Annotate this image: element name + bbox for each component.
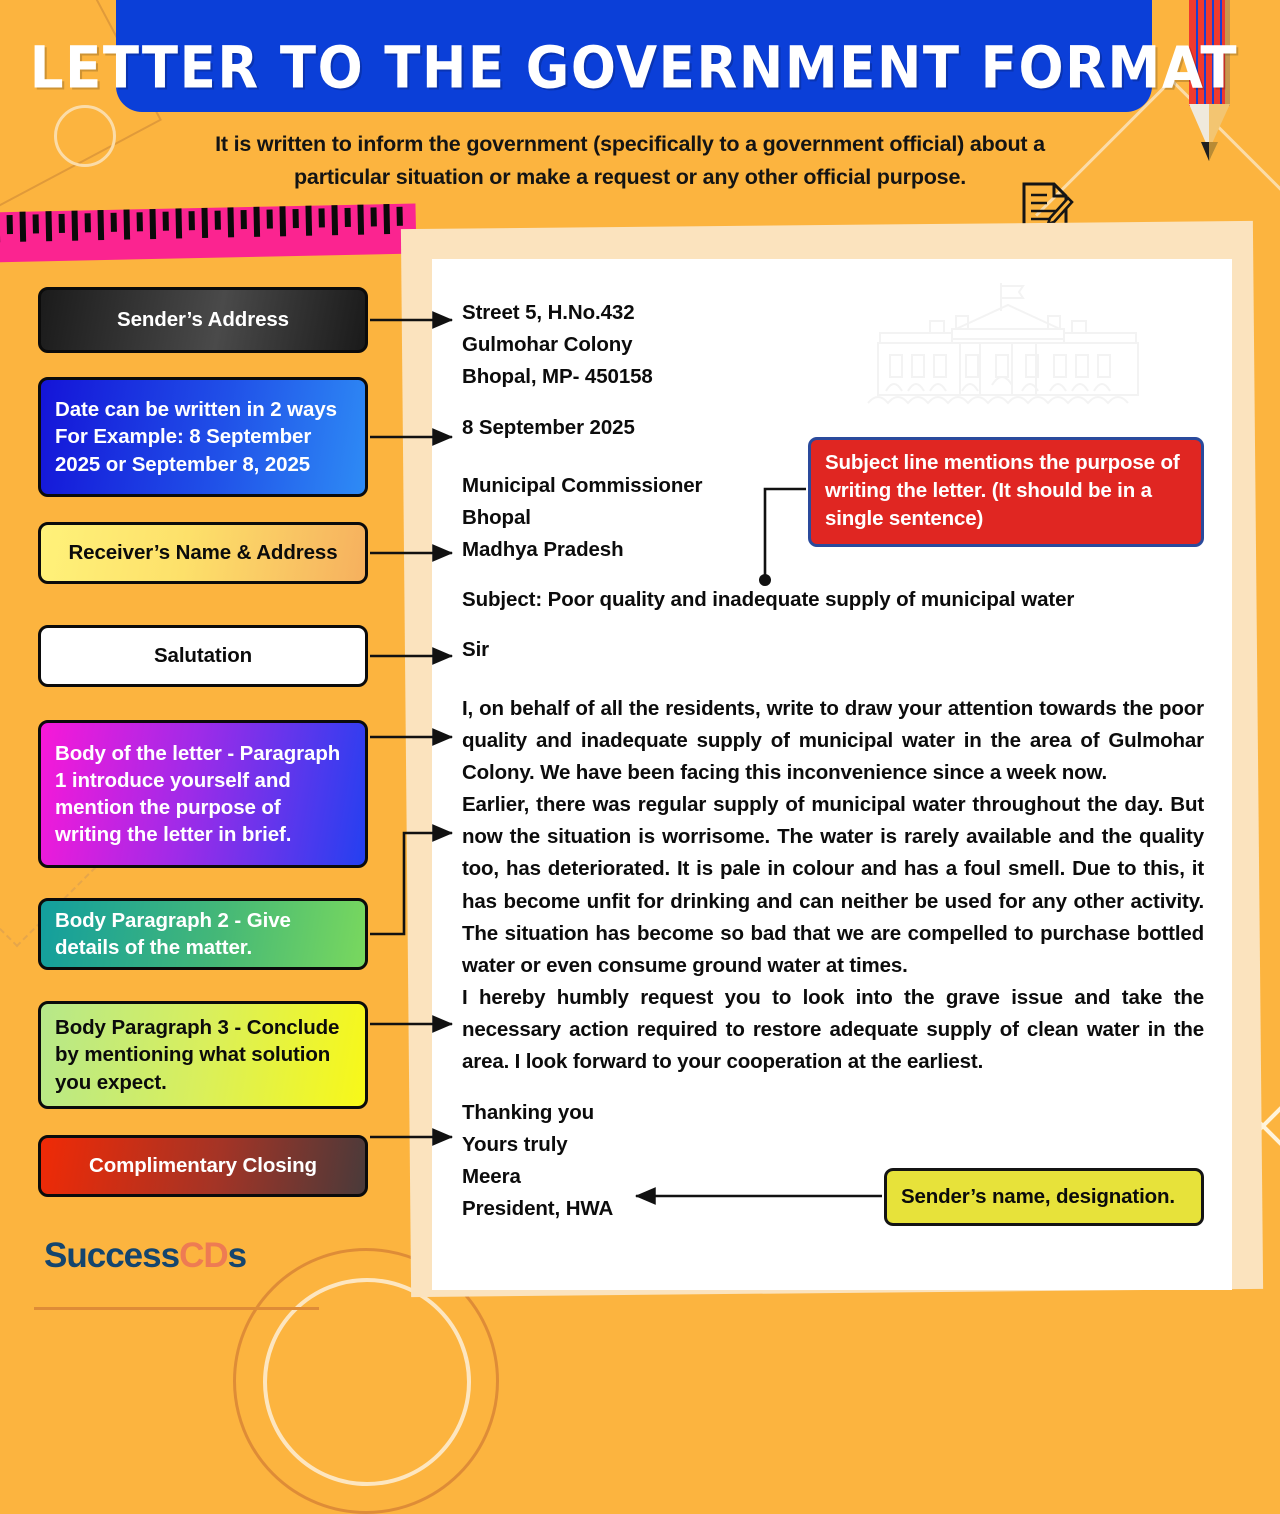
ruler-tick: [371, 207, 377, 226]
successcds-logo[interactable]: [44, 1236, 246, 1276]
ruler-tick: [305, 206, 312, 236]
ruler-tick: [123, 209, 130, 239]
ruler-tick: [241, 210, 247, 229]
ruler-tick: [137, 212, 143, 231]
callout-sender-name[interactable]: [884, 1168, 1204, 1226]
ruler-tick: [253, 207, 260, 237]
callout-subject-line[interactable]: [808, 437, 1204, 547]
sidebar-item-label: Body Paragraph 3 - Conclude by mentioning what solution you expect.: [55, 1014, 351, 1095]
ruler-tick: [383, 204, 390, 234]
receiver-line-1: Municipal Commissioner: [462, 470, 1204, 502]
letter-paragraph-3: I hereby humbly request you to look into the grave issue and take the necessary action required to restore adequate supply of clean water in the area. I look forward to your cooperation at the earliest.: [462, 982, 1204, 1079]
sidebar-item-label: Complimentary Closing: [89, 1152, 317, 1179]
closing-line-3: Meera: [462, 1161, 1204, 1193]
ruler-tick: [72, 211, 79, 241]
ruler-tick: [149, 209, 156, 239]
sender-address-line-3: Bhopal, MP- 450158: [462, 361, 1204, 393]
sidebar-item-date[interactable]: [38, 377, 368, 497]
sidebar-item-label: Receiver’s Name & Address: [68, 539, 337, 566]
sidebar-item-label: Date can be written in 2 ways For Example: 8 September 2025 or September 8, 2025: [55, 396, 351, 477]
sender-address-line-1: Street 5, H.No.432: [462, 297, 1204, 329]
letter-date: 8 September 2025: [462, 412, 1204, 444]
ruler-icon: [0, 204, 416, 263]
ruler-tick: [189, 211, 195, 230]
ruler-tick: [267, 209, 273, 228]
ruler-tick: [163, 212, 169, 231]
ruler-tick: [201, 208, 208, 238]
sender-address-line-2: Gulmohar Colony: [462, 329, 1204, 361]
sidebar-item-label: Body Paragraph 2 - Give details of the matter.: [55, 907, 351, 961]
letter-subject: Subject: Poor quality and inadequate supply of municipal water: [462, 584, 1204, 616]
ruler-tick: [97, 210, 104, 240]
sender-address-block: [462, 297, 1204, 394]
receiver-line-2: Bhopal: [462, 502, 1204, 534]
sidebar-item-label: Body of the letter - Paragraph 1 introduce yourself and mention the purpose of writing the letter in brief.: [55, 740, 351, 848]
ruler-tick: [215, 211, 221, 230]
ruler-tick: [33, 214, 39, 233]
logo-part-s: s: [228, 1236, 246, 1275]
ruler-tick: [46, 211, 53, 241]
horizontal-line-decoration: [34, 1307, 319, 1310]
inner-arc-decoration: [263, 1278, 471, 1486]
sidebar-item-complimentary-closing[interactable]: [38, 1135, 368, 1197]
ruler-tick: [293, 209, 299, 228]
ruler-tick: [111, 213, 117, 232]
ruler-tick: [345, 208, 351, 227]
sidebar-item-body-para-3[interactable]: [38, 1001, 368, 1109]
closing-line-4: President, HWA: [462, 1193, 1204, 1225]
ruler-tick: [279, 206, 286, 236]
ruler-tick: [175, 208, 182, 238]
page-title: LETTER TO THE GOVERNMENT FORMAT: [30, 35, 1238, 102]
circle-outline-decoration: [54, 105, 116, 167]
letter-salutation: Sir: [462, 634, 1204, 666]
receiver-line-3: Madhya Pradesh: [462, 534, 1204, 566]
callout-text: Subject line mentions the purpose of writing the letter. (It should be in a single sentence): [825, 451, 1180, 530]
ruler-tick: [357, 205, 364, 235]
ruler-tick: [227, 207, 234, 237]
sidebar-item-label: Salutation: [154, 642, 252, 669]
logo-part-cd: CD: [179, 1236, 228, 1275]
letter-paragraph-1: I, on behalf of all the residents, write to draw your attention towards the poor quality and inadequate supply of municipal water in the area of Gulmohar Colony. We have been facing this inconvenience since a week now.: [462, 693, 1204, 790]
sidebar-item-body-para-2[interactable]: [38, 898, 368, 970]
callout-text: Sender’s name, designation.: [901, 1183, 1175, 1211]
letter-paragraph-2: Earlier, there was regular supply of municipal water throughout the day. But now the situation is worrisome. The water is rarely available and the quality too, has deteriorated. It is pale in colour and has a foul smell. Due to this, it has become unfit for drinking and can neither be used for any other activity. The situation has become so bad that we are compelled to purchase bottled water or even consume ground water at times.: [462, 789, 1204, 982]
ruler-tick: [20, 212, 27, 242]
sidebar-item-salutation[interactable]: [38, 625, 368, 687]
sidebar-item-label: Sender’s Address: [117, 306, 289, 333]
letter-card: [432, 259, 1232, 1290]
ruler-tick: [85, 213, 91, 232]
ruler-tick: [59, 214, 65, 233]
ruler-tick: [7, 215, 13, 234]
page-subtitle: It is written to inform the government (specifically to a government official) about a particular situation or make a request or any other official purpose.: [175, 128, 1085, 193]
sidebar-item-body-para-1[interactable]: [38, 720, 368, 868]
ruler-tick: [319, 208, 325, 227]
closing-line-1: Thanking you: [462, 1097, 1204, 1129]
sidebar-item-sender-address[interactable]: [38, 287, 368, 353]
logo-part-success: Success: [44, 1236, 179, 1275]
ruler-tick: [331, 205, 338, 235]
closing-line-2: Yours truly: [462, 1129, 1204, 1161]
title-banner: [116, 0, 1152, 112]
ruler-tick: [396, 207, 402, 226]
sidebar-item-receiver[interactable]: [38, 522, 368, 584]
